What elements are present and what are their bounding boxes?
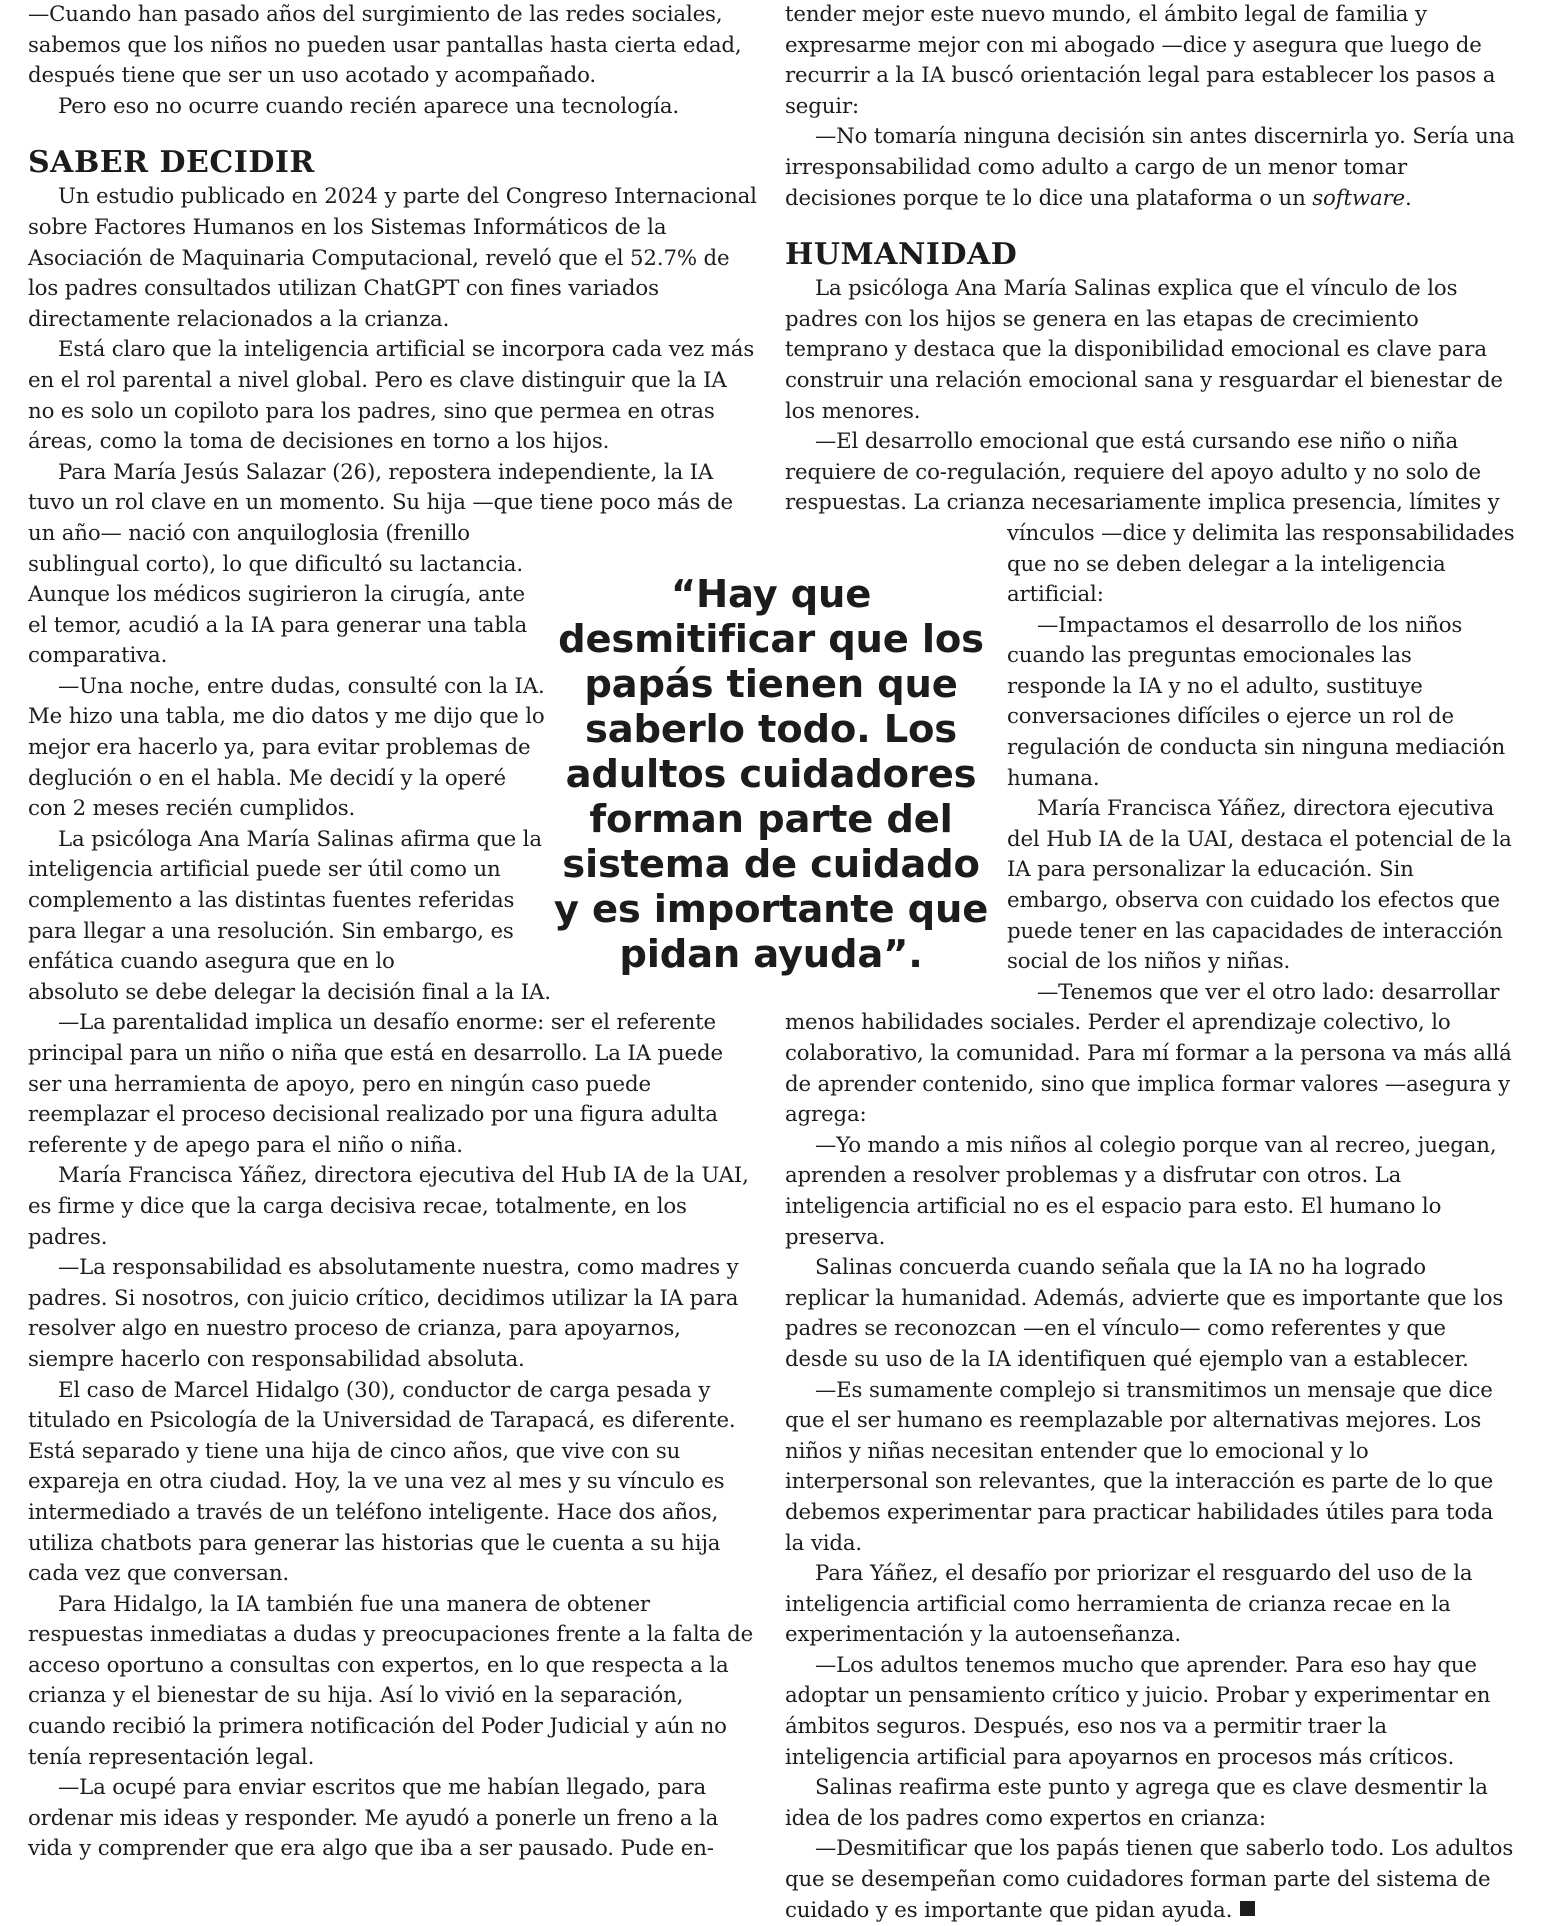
paragraph: La psicóloga Ana María Salinas afirma que la inteligencia artificial puede ser útil como un complemento a las distintas fuentes referidas para llegar a una resolución. Sin embargo, es enfática cuando asegura que en lo [28,826,549,975]
paragraph: —Cuando han pasado años del surgimiento de las redes sociales, sabemos que los niños no pueden usar pantallas hasta cierta edad, después tiene que ser un uso acotado y acompañado. [28,2,749,89]
paragraph: —Es sumamente complejo si transmitimos un mensaje que dice que el ser humano es reemplazable por alternativas mejores. Los niños y niñas necesitan entender que lo emocional y lo interpersonal son relevantes, que la interacción es parte de lo que debemos experimentar para practicar habilidades útiles para toda la vida. [785,1377,1500,1556]
paragraph: tender mejor este nuevo mundo, el ámbito legal de familia y expresarme mejor con mi abogado —dice y asegura que luego de recurrir a la IA buscó orientación legal para establecer los pasos a seguir: [785,2,1502,119]
paragraph: —Tenemos que ver el otro lado: desarrollar [1037,979,1500,1005]
paragraph: un año— nació con anquiloglosia (frenillo sublingual corto), lo que dificultó su lactancia. Aunque los médicos sugirieron la cirugía, ante el temor, acudió a la IA para generar una tabla comparativa. [28,520,534,669]
paragraph: Pero eso no ocurre cuando recién aparece una tecnología. [58,93,680,119]
paragraph: La psicóloga Ana María Salinas explica que el vínculo de los padres con los hijos se genera en las etapas de crecimiento temprano y destaca que la disponibilidad emocional es clave para construir una relación emocional sana y resguardar el bienestar de los menores. [785,276,1510,424]
paragraph: Para María Jesús Salazar (26), repostera independiente, la IA tuvo un rol clave en un momento. Su hija —que tiene poco más de [28,459,733,516]
paragraph: —La ocupé para enviar escritos que me habían llegado, para ordenar mis ideas y responder. Me ayudó a ponerle un freno a la vida y comprender que era algo que iba a ser pausado. Pude en- [28,1775,725,1862]
paragraph: vínculos —dice y delimita las responsabilidades que no se deben delegar a la inteligencia artificial: [1007,520,1522,608]
paragraph: Salinas reafirma este punto y agrega que es clave desmentir la idea de los padres como expertos en crianza: [785,1775,1495,1831]
paragraph: Para Yáñez, el desafío por priorizar el resguardo del uso de la inteligencia artificial como herramienta de crianza recae en la experimentación y la autoenseñanza. [785,1561,1480,1648]
paragraph: —Una noche, entre dudas, consulté con la IA. Me hizo una tabla, me dio datos y me dijo que lo mejor era hacerlo ya, para evitar problemas de deglución o en el habla. Me decidí y la operé con 2 meses recién cumplidos. [28,673,552,822]
paragraph: Está claro que la inteligencia artificial se incorpora cada vez más en el rol parental a nivel global. Pero es clave distinguir que la IA no es solo un copiloto para los padres, sino que permea en otras áreas, como la toma de decisiones en torno a los hijos. [28,337,761,455]
section-heading-humanidad: HUMANIDAD [785,237,1018,273]
paragraph: Salinas concuerda cuando señala que la IA no ha logrado replicar la humanidad. Además, advierte que es importante que los padres se reconozcan —en el vínculo— como referentes y que desde su uso de la IA identifiquen qué ejemplo van a establecer. [785,1255,1510,1372]
paragraph: —La parentalidad implica un desafío enorme: ser el referente principal para un niño o niña que está en desarrollo. La IA puede ser una herramienta de apoyo, pero en ningún caso puede reemplazar el proceso decisional realizado por una figura adulta referente y de apego para el niño o niña. [28,1010,730,1158]
paragraph: —Impactamos el desarrollo de los niños cuando las preguntas emocionales las responde la IA y no el adulto, sustituye conversaciones difíciles o ejerce un rol de regulación de conducta sin ninguna mediación humana. [1007,612,1512,791]
section-heading-saber-decidir: SABER DECIDIR [28,145,315,181]
paragraph: María Francisca Yáñez, directora ejecutiva del Hub IA de la UAI, es firme y dice que la carga decisiva recae, totalmente, en los padres. [28,1163,756,1250]
paragraph-text: —No tomaría ninguna decisión sin antes discernirla yo. Sería una irresponsabilidad como adulto a cargo de un menor tomar decisiones porque te lo dice una plataforma o un [785,124,1522,211]
pull-quote: “Hay que desmitificar que los papás tienen que saberlo todo. Los adultos cuidadores forman parte del sistema de cuidado y es importante que pidan ayuda”. [553,572,989,977]
paragraph: Un estudio publicado en 2024 y parte del Congreso Internacional sobre Factores Humanos en los Sistemas Informáticos de la Asociación de Maquinaria Computacional, reveló que el 52.7% de los padres consultados utilizan ChatGPT con fines variados directamente relacionados a la crianza. [28,184,764,332]
paragraph: María Francisca Yáñez, directora ejecutiva del Hub IA de la UAI, destaca el potencial de la IA para personalizar la educación. Sin embargo, observa con cuidado los efectos que puede tener en las capacidades de interacción social de los niños y niñas. [1007,796,1519,975]
paragraph: —Los adultos tenemos mucho que aprender. Para eso hay que adoptar un pensamiento crítico y juicio. Probar y experimentar en ámbitos seguros. Después, eso nos va a permitir traer la inteligencia artificial para apoyarnos en procesos más críticos. [785,1652,1497,1770]
paragraph: menos habilidades sociales. Perder el aprendizaje colectivo, lo colaborativo, la comunidad. Para mí formar a la persona va más allá de aprender contenido, sino que implica formar valores —asegura y agrega: [785,1010,1519,1128]
paragraph-final [785,1834,1520,1926]
paragraph-end: . [1404,185,1412,211]
end-of-article-square-icon [1240,1901,1255,1916]
italic-term: software [1312,185,1405,211]
paragraph: —La responsabilidad es absolutamente nuestra, como madres y padres. Si nosotros, con juicio crítico, decidimos utilizar la IA para resolver algo en nuestro proceso de crianza, para apoyarnos, siempre hacerlo con responsabilidad absoluta. [28,1255,746,1372]
paragraph: absoluto se debe delegar la decisión final a la IA. [28,979,551,1005]
paragraph: —Yo mando a mis niños al colegio porque van al recreo, juegan, aprenden a resolver problemas y a disfrutar con otros. La inteligencia artificial no es el espacio para esto. El humano lo preserva. [785,1132,1504,1250]
paragraph-text: —Desmitificar que los papás tienen que saberlo todo. Los adultos que se desempeñan como cuidadores forman parte del sistema de cuidado y es importante que pidan ayuda. [785,1836,1520,1923]
paragraph [785,122,1522,214]
paragraph: El caso de Marcel Hidalgo (30), conductor de carga pesada y titulado en Psicología de la Universidad de Tarapacá, es diferente. Está separado y tiene una hija de cinco años, que vive con su expareja en otra ciudad. Hoy, la ve una vez al mes y su vínculo es intermediado a través de un teléfono inteligente. Hace dos años, utiliza chatbots para generar las historias que le cuenta a su hija cada vez que conversan. [28,1377,743,1587]
paragraph: —El desarrollo emocional que está cursando ese niño o niña requiere de co-regulación, requiere del apoyo adulto y no solo de respuestas. La crianza necesariamente implica presencia, límites y [785,429,1500,516]
paragraph: Para Hidalgo, la IA también fue una manera de obtener respuestas inmediatas a dudas y preocupaciones frente a la falta de acceso oportuno a consultas con expertos, en lo que respecta a la crianza y el bienestar de su hija. Así lo vivió en la separación, cuando recibió la primera notificación del Poder Judicial y aún no tenía representación legal. [28,1591,760,1770]
right-column [785,0,1522,1926]
